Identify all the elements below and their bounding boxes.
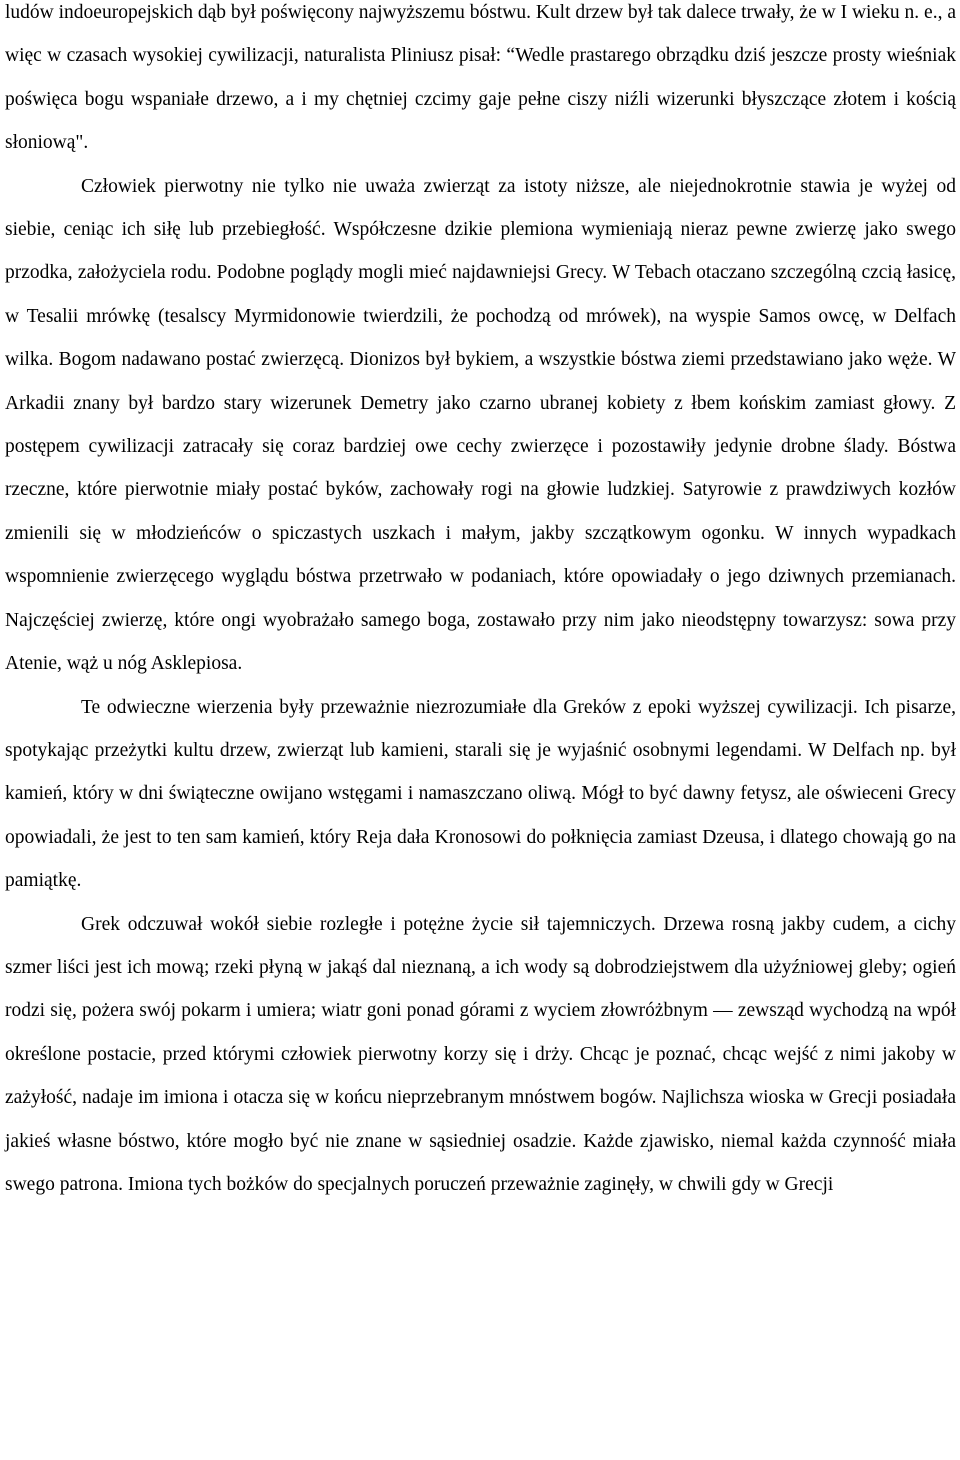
document-page [5, 0, 956, 1206]
paragraph-4: Grek odczuwał wokół siebie rozległe i potężne życie sił tajemniczych. Drzewa rosną jakby cudem, a cichy szmer liści jest ich mową; rzeki płyną w jakąś dal nieznaną, a ich wody są dobrodziejstwem dla użyźniowej gleby; ogień rodzi się, pożera swój pokarm i umiera; wiatr goni ponad górami z wyciem złowróżbnym — zewsząd wychodzą na wpół określone postacie, przed którymi człowiek pierwotny korzy się i drży. Chcąc je poznać, chcąc wejść z nimi jakoby w zażyłość, nadaje im imiona i otacza się w końcu nieprzebranym mnóstwem bogów. Najlichsza wioska w Grecji posiadała jakieś własne bóstwo, które mogło być nie znane w sąsiedniej osadzie. Każde zjawisko, niemal każda czynność miała swego patrona. Imiona tych bożków do specjalnych poruczeń przeważnie zaginęły, w chwili gdy w Grecji [5, 913, 956, 1195]
paragraph-3: Te odwieczne wierzenia były przeważnie niezrozumiałe dla Greków z epoki wyższej cywilizacji. Ich pisarze, spotykając przeżytki kultu drzew, zwierząt lub kamieni, starali się je wyjaśnić osobnymi legendami. W Delfach np. był kamień, który w dni świąteczne owijano wstęgami i namaszczano oliwą. Mógł to być dawny fetysz, ale oświeceni Grecy opowiadali, że jest to ten sam kamień, który Reja dała Kronosowi do połknięcia zamiast Dzeusa, i dlatego chowają go na pamiątkę. [5, 696, 956, 892]
paragraph-2: Człowiek pierwotny nie tylko nie uważa zwierząt za istoty niższe, ale niejednokrotnie stawia je wyżej od siebie, ceniąc ich siłę lub przebiegłość. Współczesne dzikie plemiona wymieniają nieraz pewne zwierzę jako swego przodka, założyciela rodu. Podobne poglądy mogli mieć najdawniejsi Grecy. W Tebach otaczano szczególną czcią łasicę, w Tesalii mrówkę (tesalscy Myrmidonowie twierdzili, że pochodzą od mrówek), na wyspie Samos owcę, w Delfach wilka. Bogom nadawano postać zwierzęcą. Dionizos był bykiem, a wszystkie bóstwa ziemi przedstawiano jako węże. W Arkadii znany był bardzo stary wizerunek Demetry jako czarno ubranej kobiety z łbem końskim zamiast głowy. Z postępem cywilizacji zatracały się coraz bardziej owe cechy zwierzęce i pozostawiły jedynie drobne ślady. Bóstwa rzeczne, które pierwotnie miały postać byków, zachowały rogi na głowie ludzkiej. Satyrowie z prawdziwych kozłów zmienili się w młodzieńców o spiczastych uszkach i małym, jakby szczątkowym ogonku. W innych wypadkach wspomnienie zwierzęcego wyglądu bóstwa przetrwało w podaniach, które opowiadały o jego dziwnych przemianach. Najczęściej zwierzę, które ongi wyobrażało samego boga, zostawało przy nim jako nieodstępny towarzysz: sowa przy Atenie, wąż u nóg Asklepiosa. [5, 175, 956, 675]
paragraph-1: ludów indoeuropejskich dąb był poświęcony najwyższemu bóstwu. Kult drzew był tak dalece trwały, że w I wieku n. e., a więc w czasach wysokiej cywilizacji, naturalista Pliniusz pisał: “Wedle prastarego obrządku dziś jeszcze prosty wieśniak poświęca bogu wspaniałe drzewo, a i my chętniej czcimy gaje pełne ciszy niźli wizerunki błyszczące złotem i kością słoniową". [5, 2, 956, 154]
